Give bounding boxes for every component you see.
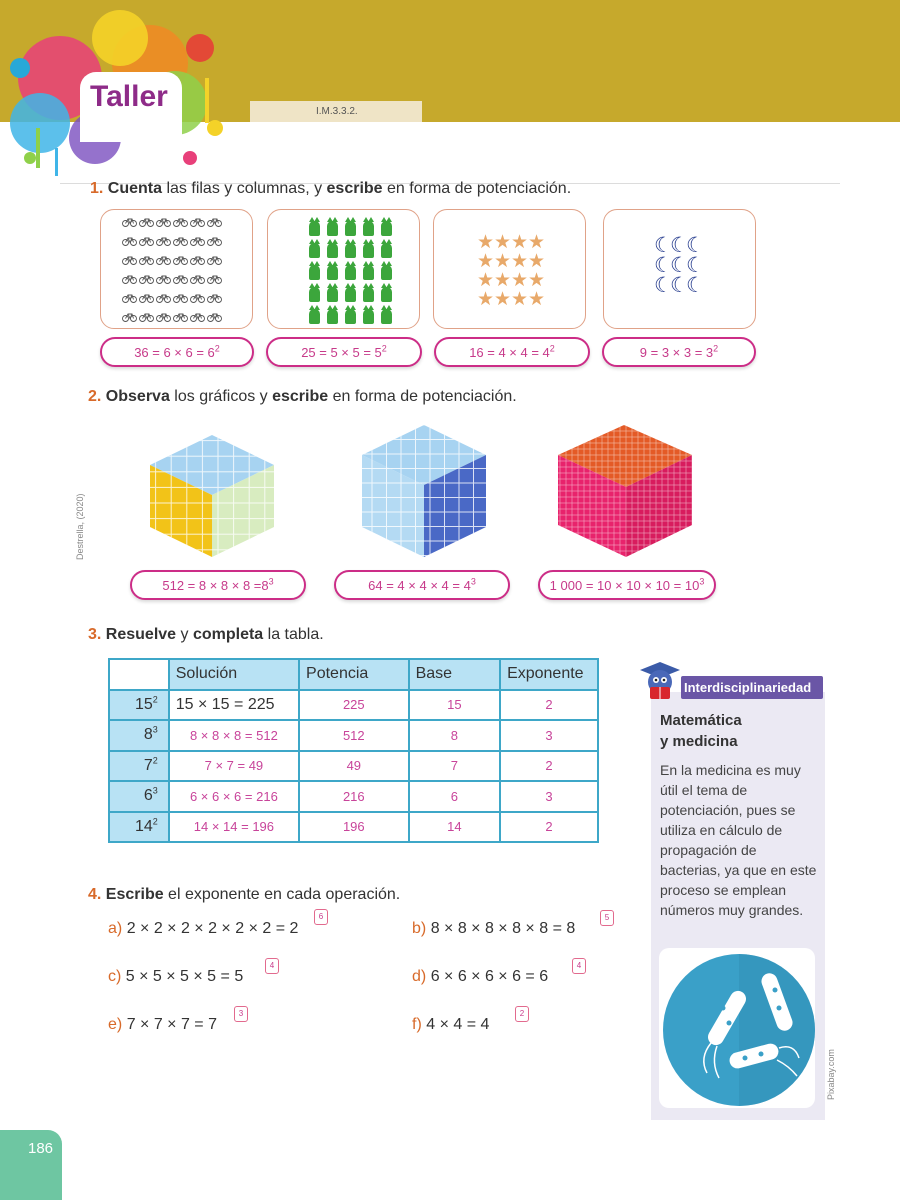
cell-exponente: 3 <box>500 781 598 812</box>
star-icon: ★ <box>511 251 529 272</box>
exercise-2-title <box>88 388 517 406</box>
mascot-reading-icon <box>630 660 686 704</box>
bicycle-icon <box>172 309 189 328</box>
star-icon: ★ <box>477 270 495 291</box>
cat-icon <box>345 243 356 258</box>
title-text: en forma de potenciación. <box>382 180 572 197</box>
row-label <box>109 720 169 751</box>
moon-icon: ☾ <box>686 274 705 297</box>
cat-icon <box>327 287 338 302</box>
icon-grid <box>604 210 755 296</box>
bicycle-icon <box>138 290 155 309</box>
op-expression: 6 × 6 × 6 × 6 = 6 <box>430 968 549 985</box>
answer-exponent: 3 <box>268 576 274 587</box>
potencia-table <box>108 658 599 843</box>
moon-icon: ☾ <box>670 274 689 297</box>
operation-f <box>412 1016 489 1034</box>
bicycle-icon <box>121 252 138 271</box>
exercise-4-title <box>88 886 400 904</box>
op-letter: c) <box>108 968 122 985</box>
star-icon: ★ <box>477 289 495 310</box>
cell-potencia: 225 <box>299 690 409 721</box>
answer-exponent: 3 <box>699 576 705 587</box>
cat-icon <box>345 221 356 236</box>
star-icon: ★ <box>494 289 512 310</box>
bicycle-icon <box>206 309 223 328</box>
bicycle-icon <box>206 271 223 290</box>
icon-card-bicycles <box>100 209 253 329</box>
icon-grid <box>101 210 252 328</box>
cat-icon <box>381 221 392 236</box>
image-credit: Destrella, (2020) <box>75 493 85 560</box>
cell-base: 7 <box>409 751 500 782</box>
star-icon: ★ <box>494 232 512 253</box>
star-icon: ★ <box>528 232 546 253</box>
bicycle-icon <box>189 252 206 271</box>
row-exponent: 3 <box>152 785 158 796</box>
bicycle-icon <box>189 214 206 233</box>
exponent-answer-box[interactable]: 4 <box>572 958 586 974</box>
star-icon: ★ <box>511 232 529 253</box>
bicycle-icon <box>138 233 155 252</box>
cat-icon <box>345 265 356 280</box>
title-bold: completa <box>192 626 264 643</box>
cat-icon <box>381 243 392 258</box>
cell-base: 15 <box>409 690 500 721</box>
header-base: Base <box>409 659 500 690</box>
exponent-answer-box[interactable]: 6 <box>314 909 328 925</box>
answer-pill <box>602 337 756 367</box>
answer-text: 36 = 6 × 6 = 6 <box>134 345 215 360</box>
cat-icon <box>309 287 320 302</box>
star-icon: ★ <box>477 251 495 272</box>
star-icon: ★ <box>494 251 512 272</box>
bicycle-icon <box>206 252 223 271</box>
cube-10 <box>558 425 692 557</box>
cell-solucion: 8 × 8 × 8 = 512 <box>169 720 299 751</box>
exponent-answer-box[interactable]: 2 <box>515 1006 529 1022</box>
table-row <box>109 751 598 782</box>
title-bold: Resuelve <box>105 626 177 643</box>
cell-exponente: 2 <box>500 690 598 721</box>
bicycle-icon <box>121 271 138 290</box>
table-row <box>109 812 598 843</box>
cell-potencia: 49 <box>299 751 409 782</box>
bicycle-icon <box>121 214 138 233</box>
moon-icon: ☾ <box>654 274 673 297</box>
cell-base: 8 <box>409 720 500 751</box>
answer-pill <box>434 337 590 367</box>
exercise-1-title <box>90 180 571 198</box>
op-expression: 4 × 4 = 4 <box>426 1016 490 1033</box>
row-label <box>109 781 169 812</box>
bicycle-icon <box>172 271 189 290</box>
row-label <box>109 690 169 721</box>
cat-icon <box>309 221 320 236</box>
bicycle-icon <box>155 309 172 328</box>
heading-line: y medicina <box>660 733 738 750</box>
star-icon: ★ <box>494 270 512 291</box>
cat-icon <box>327 243 338 258</box>
title-text: el exponente en cada operación. <box>163 886 401 903</box>
icon-grid <box>434 210 585 309</box>
star-icon: ★ <box>511 270 529 291</box>
bacteria-icon <box>659 948 815 1108</box>
table-corner <box>109 659 169 690</box>
table-header-row <box>109 659 598 690</box>
op-letter: a) <box>108 920 123 937</box>
cat-icon <box>309 265 320 280</box>
title-text: los gráficos y <box>169 388 273 405</box>
cell-solucion: 6 × 6 × 6 = 216 <box>169 781 299 812</box>
table-row <box>109 720 598 751</box>
answer-text: 64 = 4 × 4 × 4 = 4 <box>368 578 471 593</box>
operation-d <box>412 968 548 986</box>
cat-icon <box>381 287 392 302</box>
cat-icon <box>363 243 374 258</box>
cat-icon <box>345 287 356 302</box>
icon-card-cats <box>267 209 420 329</box>
operation-a <box>108 920 298 938</box>
answer-text: 16 = 4 × 4 = 4 <box>469 345 550 360</box>
op-letter: b) <box>412 920 427 937</box>
bicycle-icon <box>155 214 172 233</box>
header-solucion: Solución <box>169 659 299 690</box>
answer-text: 512 = 8 × 8 × 8 =8 <box>162 578 269 593</box>
title-text: en forma de potenciación. <box>328 388 517 405</box>
cell-potencia: 196 <box>299 812 409 843</box>
star-icon: ★ <box>511 289 529 310</box>
operation-c <box>108 968 243 986</box>
op-letter: f) <box>412 1016 422 1033</box>
bicycle-icon <box>155 271 172 290</box>
bicycle-icon <box>189 290 206 309</box>
icon-card-stars <box>433 209 586 329</box>
title-text: la tabla. <box>263 626 324 643</box>
bicycle-icon <box>172 214 189 233</box>
title-text: y <box>176 626 193 643</box>
star-icon: ★ <box>477 232 495 253</box>
bicycle-icon <box>138 271 155 290</box>
row-exponent: 3 <box>152 724 158 735</box>
page-title: Taller <box>90 80 168 113</box>
cell-potencia: 512 <box>299 720 409 751</box>
cat-icon <box>309 309 320 324</box>
star-icon: ★ <box>528 270 546 291</box>
cube-8 <box>150 435 274 557</box>
answer-text: 25 = 5 × 5 = 5 <box>301 345 382 360</box>
header-potencia: Potencia <box>299 659 409 690</box>
op-expression: 2 × 2 × 2 × 2 × 2 × 2 = 2 <box>126 920 299 937</box>
cat-icon <box>381 309 392 324</box>
cell-exponente: 3 <box>500 720 598 751</box>
heading-line: Matemática <box>660 712 742 729</box>
title-bold: Observa <box>105 388 170 405</box>
cell-base: 14 <box>409 812 500 843</box>
moon-icon: ☾ <box>686 254 705 277</box>
answer-text: 1 000 = 10 × 10 × 10 = 10 <box>549 578 700 593</box>
bicycle-icon <box>155 290 172 309</box>
star-icon: ★ <box>528 251 546 272</box>
icon-card-moons <box>603 209 756 329</box>
icon-grid <box>268 210 419 324</box>
moon-icon: ☾ <box>686 234 705 257</box>
bicycle-icon <box>155 233 172 252</box>
cell-solucion: 15 × 15 = 225 <box>169 690 299 721</box>
op-letter: e) <box>108 1016 123 1033</box>
header-exponente: Exponente <box>500 659 598 690</box>
cat-icon <box>363 287 374 302</box>
exercise-number: 2. <box>88 388 102 405</box>
title-text: las filas y columnas, y <box>162 180 327 197</box>
bicycle-icon <box>121 233 138 252</box>
bicycle-icon <box>172 290 189 309</box>
bicycle-icon <box>189 309 206 328</box>
title-bold: Escribe <box>105 886 164 903</box>
op-expression: 8 × 8 × 8 × 8 × 8 = 8 <box>430 920 576 937</box>
answer-pill <box>130 570 306 600</box>
moon-icon: ☾ <box>670 254 689 277</box>
bacteria-image-frame <box>659 948 815 1108</box>
sidebar-body: En la medicina es muy útil el tema de potenciación, pues se utiliza en cálculo de propagación de bacterias, ya que en este proceso se emplean números muy grandes. <box>660 762 817 918</box>
answer-exponent: 3 <box>470 576 476 587</box>
moon-icon: ☾ <box>654 254 673 277</box>
row-base: 15 <box>134 695 153 713</box>
row-base: 7 <box>143 756 153 774</box>
row-base: 14 <box>134 817 153 835</box>
cell-potencia: 216 <box>299 781 409 812</box>
cubes-illustration <box>140 425 720 565</box>
answer-pill <box>538 570 716 600</box>
cat-icon <box>381 265 392 280</box>
row-exponent: 2 <box>152 694 158 705</box>
table-row <box>109 781 598 812</box>
operation-b <box>412 920 575 938</box>
moon-icon: ☾ <box>670 234 689 257</box>
star-icon: ★ <box>528 289 546 310</box>
interdisciplinary-tag: Interdisciplinariedad <box>681 676 823 699</box>
cell-base: 6 <box>409 781 500 812</box>
cat-icon <box>345 309 356 324</box>
bicycle-icon <box>206 214 223 233</box>
bicycle-icon <box>206 290 223 309</box>
cell-exponente: 2 <box>500 812 598 843</box>
bicycle-icon <box>172 233 189 252</box>
exercise-3-title <box>88 626 324 644</box>
operation-e <box>108 1016 217 1034</box>
moon-icon: ☾ <box>654 234 673 257</box>
sidebar-heading <box>660 710 742 752</box>
cat-icon <box>363 265 374 280</box>
image-credit: Pixabay.com <box>826 1049 836 1100</box>
answer-exponent: 2 <box>214 343 220 354</box>
bicycle-icon <box>155 252 172 271</box>
exponent-answer-box[interactable]: 5 <box>600 910 614 926</box>
row-exponent: 2 <box>152 816 158 827</box>
exponent-answer-box[interactable]: 3 <box>234 1006 248 1022</box>
row-base: 6 <box>143 787 153 805</box>
answer-pill <box>334 570 510 600</box>
answer-pill <box>266 337 422 367</box>
bicycle-icon <box>121 309 138 328</box>
op-expression: 7 × 7 × 7 = 7 <box>126 1016 217 1033</box>
bicycle-icon <box>189 271 206 290</box>
answer-exponent: 2 <box>549 343 555 354</box>
cat-icon <box>327 265 338 280</box>
bicycle-icon <box>189 233 206 252</box>
cat-icon <box>327 221 338 236</box>
row-label <box>109 751 169 782</box>
cube-4 <box>362 425 486 557</box>
page-number: 186 <box>28 1140 54 1157</box>
answer-pill <box>100 337 254 367</box>
title-bold: escribe <box>326 180 383 197</box>
bicycle-icon <box>121 290 138 309</box>
exercise-number: 4. <box>88 886 102 903</box>
op-letter: d) <box>412 968 427 985</box>
bicycle-icon <box>138 252 155 271</box>
exponent-answer-box[interactable]: 4 <box>265 958 279 974</box>
skill-code: I.M.3.3.2. <box>250 101 422 122</box>
bicycle-icon <box>206 233 223 252</box>
exercise-number: 1. <box>90 180 104 197</box>
cat-icon <box>327 309 338 324</box>
title-bold: Cuenta <box>107 180 163 197</box>
cat-icon <box>363 221 374 236</box>
answer-exponent: 2 <box>713 343 719 354</box>
row-base: 8 <box>143 726 153 744</box>
cell-solucion: 14 × 14 = 196 <box>169 812 299 843</box>
table-row <box>109 690 598 721</box>
cat-icon <box>309 243 320 258</box>
answer-text: 9 = 3 × 3 = 3 <box>639 345 714 360</box>
exercise-number: 3. <box>88 626 102 643</box>
cell-solucion: 7 × 7 = 49 <box>169 751 299 782</box>
cat-icon <box>363 309 374 324</box>
row-label <box>109 812 169 843</box>
cell-exponente: 2 <box>500 751 598 782</box>
op-expression: 5 × 5 × 5 × 5 = 5 <box>125 968 244 985</box>
bicycle-icon <box>138 214 155 233</box>
answer-exponent: 2 <box>381 343 387 354</box>
title-bold: escribe <box>272 388 329 405</box>
row-exponent: 2 <box>152 755 158 766</box>
bicycle-icon <box>172 252 189 271</box>
bicycle-icon <box>138 309 155 328</box>
